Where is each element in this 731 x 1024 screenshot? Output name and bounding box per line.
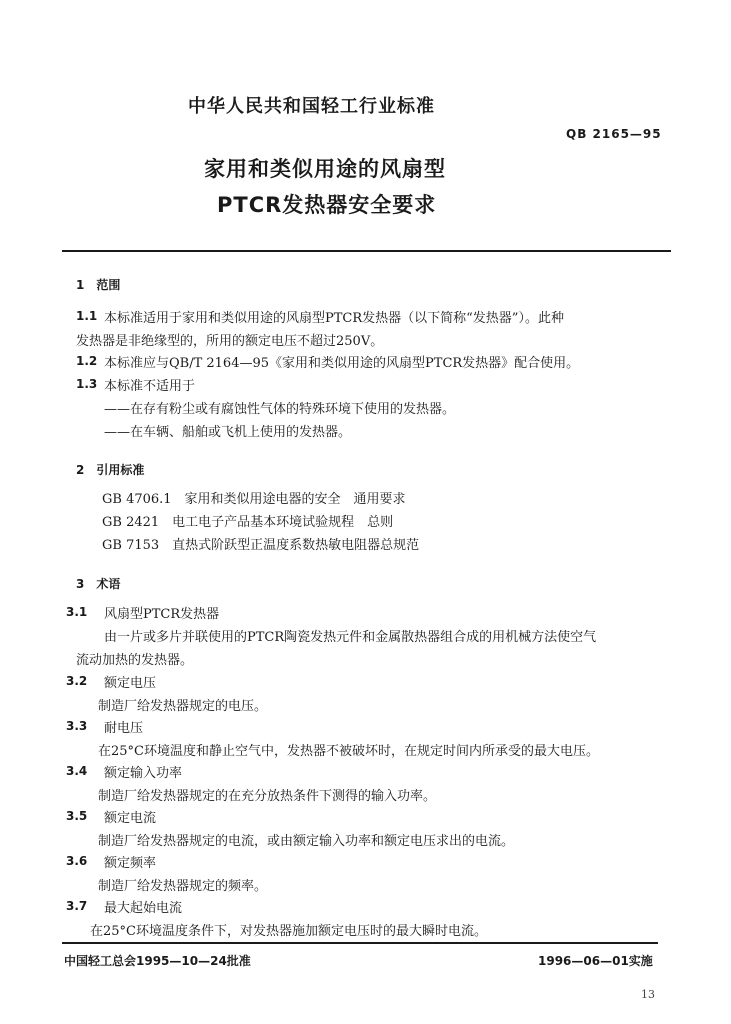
term-3-1-definition: 由一片或多片并联使用的PTCR陶瓷发热元件和金属散热器组合成的用机械方法使空气 [104, 630, 597, 645]
term-3-4-definition: 制造厂给发热器规定的在充分放热条件下测得的输入功率。 [98, 789, 437, 804]
term-3-3-number: 3.3 [66, 719, 88, 733]
term-3-7-number: 3.7 [66, 899, 88, 913]
issuing-authority: 中华人民共和国轻工行业标准 [188, 96, 435, 117]
clause-1-1-number: 1.1 [76, 309, 98, 323]
reference-gb-4706-1: GB 4706.1 家用和类似用途电器的安全 通用要求 [102, 492, 406, 507]
term-3-3-title: 耐电压 [104, 721, 144, 736]
term-3-2-number: 3.2 [66, 674, 88, 688]
section-2-heading: 2 引用标准 [76, 463, 145, 477]
term-3-6-number: 3.6 [66, 854, 88, 868]
term-3-3-definition: 在25°C环境温度和静止空气中，发热器不被破坏时，在规定时间内所承受的最大电压。 [98, 744, 599, 759]
term-3-4-number: 3.4 [66, 764, 88, 778]
term-3-2-title: 额定电压 [104, 676, 157, 691]
clause-1-3-exclusion-1: ——在存有粉尘或有腐蚀性气体的特殊环境下使用的发热器。 [104, 402, 456, 417]
term-3-6-definition: 制造厂给发热器规定的频率。 [98, 879, 268, 894]
reference-gb-2421: GB 2421 电工电子产品基本环境试验规程 总则 [102, 515, 394, 530]
term-3-5-title: 额定电流 [104, 811, 157, 826]
clause-1-2-number: 1.2 [76, 354, 98, 368]
clause-1-3-number: 1.3 [76, 377, 98, 391]
header-rule [62, 250, 671, 252]
page-number: 13 [641, 988, 655, 1001]
clause-1-1-continuation: 发热器是非绝缘型的，所用的额定电压不超过250V。 [76, 334, 384, 349]
term-3-5-definition: 制造厂给发热器规定的电流，或由额定输入功率和额定电压求出的电流。 [98, 834, 515, 849]
approval-date: 中国轻工总会1995—10—24批准 [64, 954, 251, 968]
clause-1-2-text: 本标准应与QB/T 2164—95《家用和类似用途的风扇型PTCR发热器》配合使用。 [104, 356, 580, 371]
effective-date: 1996—06—01实施 [538, 954, 653, 968]
clause-1-3-exclusion-2: ——在车辆、船舶或飞机上使用的发热器。 [104, 425, 352, 440]
document-title-line1: 家用和类似用途的风扇型 [204, 157, 446, 181]
term-3-6-title: 额定频率 [104, 856, 157, 871]
term-3-2-definition: 制造厂给发热器规定的电压。 [98, 699, 268, 714]
standard-code: QB 2165—95 [566, 127, 662, 141]
term-3-1-number: 3.1 [66, 605, 88, 619]
clause-1-1-text: 本标准适用于家用和类似用途的风扇型PTCR发热器（以下简称“发热器”）。此种 [104, 311, 564, 326]
term-3-7-title: 最大起始电流 [104, 901, 183, 916]
document-title-line2: PTCR发热器安全要求 [217, 193, 437, 217]
section-3-heading: 3 术语 [76, 577, 121, 591]
clause-1-3-text: 本标准不适用于 [104, 379, 196, 394]
reference-gb-7153: GB 7153 直热式阶跃型正温度系数热敏电阻器总规范 [102, 538, 420, 553]
term-3-4-title: 额定输入功率 [104, 766, 183, 781]
term-3-5-number: 3.5 [66, 809, 88, 823]
term-3-1-definition-continuation: 流动加热的发热器。 [76, 653, 194, 668]
section-1-heading: 1 范围 [76, 278, 121, 292]
term-3-7-definition: 在25°C环境温度条件下，对发热器施加额定电压时的最大瞬时电流。 [90, 924, 487, 939]
footer-rule [62, 942, 658, 944]
term-3-1-title: 风扇型PTCR发热器 [104, 607, 220, 622]
